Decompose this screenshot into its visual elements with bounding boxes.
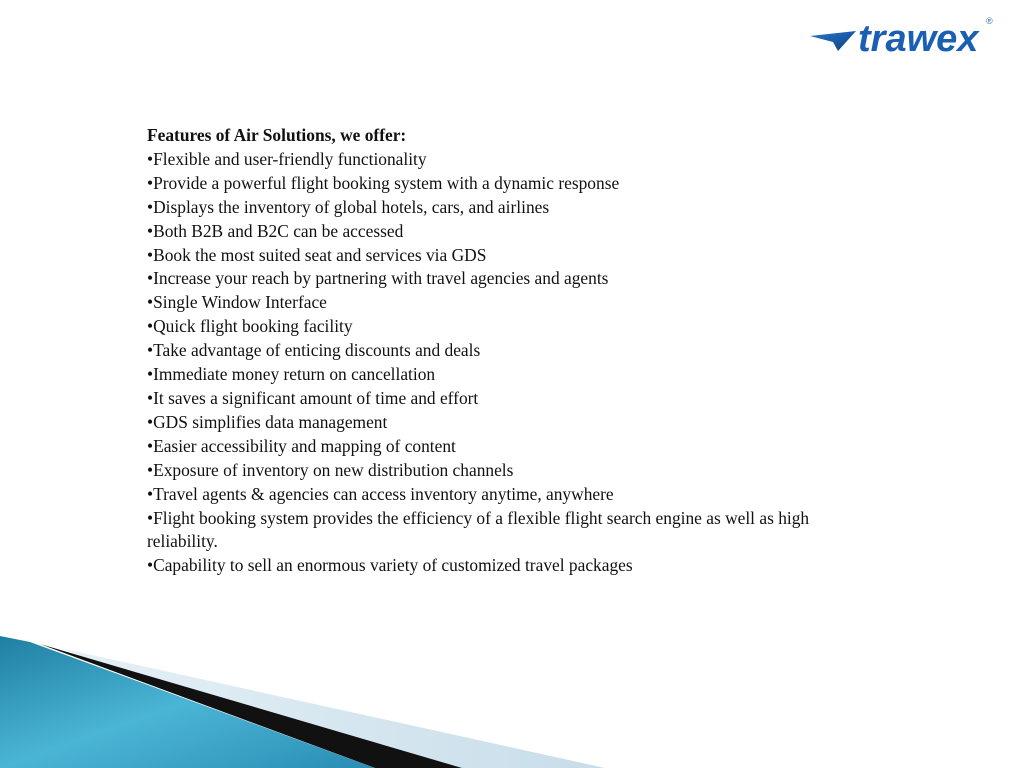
- feature-item: [147, 172, 877, 196]
- feature-text: Increase your reach by partnering with travel agencies and agents: [153, 268, 609, 289]
- slide-content: [147, 124, 877, 578]
- registered-mark: ®: [986, 16, 993, 26]
- logo-wordmark: trawex: [858, 18, 979, 60]
- feature-item: [147, 483, 877, 507]
- bullet: •: [147, 292, 154, 313]
- bullet: •: [147, 364, 154, 385]
- feature-text: Quick flight booking facility: [153, 316, 353, 337]
- feature-item: [147, 291, 877, 315]
- feature-item: [147, 267, 877, 291]
- slide-heading: Features of Air Solutions, we offer:: [147, 125, 407, 145]
- feature-list: [147, 148, 877, 578]
- feature-text: Take advantage of enticing discounts and deals: [153, 340, 481, 361]
- paper-plane-arrow-icon: [810, 31, 856, 51]
- feature-item: [147, 244, 877, 268]
- feature-text: Provide a powerful flight booking system with a dynamic response: [153, 172, 620, 193]
- feature-text: Easier accessibility and mapping of content: [153, 435, 456, 456]
- feature-text: Exposure of inventory on new distribution channels: [153, 459, 514, 480]
- bullet: •: [147, 148, 154, 169]
- feature-item: [147, 411, 877, 435]
- feature-item: [147, 339, 877, 363]
- feature-text: Flight booking system provides the efficiency of a flexible flight search engine as well as high reliability.: [147, 507, 810, 552]
- feature-item: [147, 220, 877, 244]
- bullet: •: [147, 172, 154, 193]
- feature-item: [147, 363, 877, 387]
- feature-text: GDS simplifies data management: [153, 411, 388, 432]
- feature-item: [147, 387, 877, 411]
- feature-text: It saves a significant amount of time and effort: [153, 387, 479, 408]
- feature-item: [147, 315, 877, 339]
- swoosh-graphic: [0, 628, 1024, 768]
- bullet: •: [147, 435, 154, 456]
- feature-item: [147, 196, 877, 220]
- bullet: •: [147, 555, 154, 576]
- feature-text: Both B2B and B2C can be accessed: [153, 220, 404, 241]
- bullet: •: [147, 244, 154, 265]
- feature-item: [147, 459, 877, 483]
- feature-text: Capability to sell an enormous variety of customized travel packages: [153, 555, 633, 576]
- feature-item: [147, 507, 877, 555]
- feature-item: [147, 554, 877, 578]
- feature-text: Single Window Interface: [153, 292, 327, 313]
- trawex-logo-graphic: [806, 14, 1006, 60]
- bullet: •: [147, 196, 154, 217]
- feature-text: Flexible and user-friendly functionality: [153, 148, 427, 169]
- bullet: •: [147, 507, 154, 528]
- bullet: •: [147, 387, 154, 408]
- bullet: •: [147, 459, 154, 480]
- trawex-logo: [806, 14, 1006, 60]
- corner-swoosh-decoration: [0, 628, 1024, 768]
- bullet: •: [147, 220, 154, 241]
- feature-text: Immediate money return on cancellation: [153, 364, 436, 385]
- bullet: •: [147, 411, 154, 432]
- feature-item: [147, 435, 877, 459]
- bullet: •: [147, 316, 154, 337]
- swoosh-teal-band: [0, 636, 375, 768]
- feature-item: [147, 148, 877, 172]
- bullet: •: [147, 483, 154, 504]
- feature-text: Travel agents & agencies can access inventory anytime, anywhere: [153, 483, 614, 504]
- feature-text: Book the most suited seat and services via GDS: [153, 244, 487, 265]
- feature-text: Displays the inventory of global hotels, cars, and airlines: [153, 196, 550, 217]
- bullet: •: [147, 340, 154, 361]
- bullet: •: [147, 268, 154, 289]
